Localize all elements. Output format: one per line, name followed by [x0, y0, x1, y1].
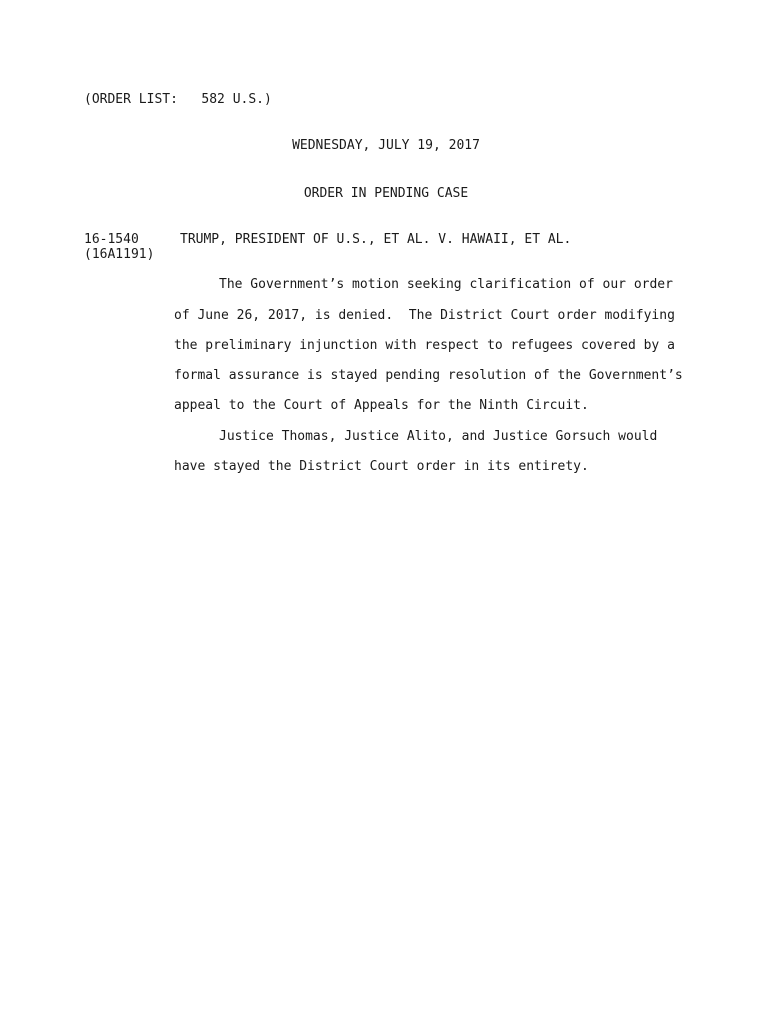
- order-paragraph-1-line: of June 26, 2017, is denied. The District Court order modifying: [174, 308, 675, 323]
- docket-number: 16-1540: [84, 232, 139, 247]
- order-list-header: (ORDER LIST: 582 U.S.): [84, 92, 272, 107]
- order-paragraph-1-line: The Government’s motion seeking clarification of our order: [219, 277, 673, 292]
- order-date-heading: WEDNESDAY, JULY 19, 2017: [292, 138, 480, 153]
- case-caption: TRUMP, PRESIDENT OF U.S., ET AL. V. HAWAII, ET AL.: [180, 232, 572, 247]
- order-paragraph-1-line: appeal to the Court of Appeals for the Ninth Circuit.: [174, 398, 589, 413]
- order-paragraph-2-line: Justice Thomas, Justice Alito, and Justice Gorsuch would: [219, 429, 658, 444]
- order-paragraph-1-line: the preliminary injunction with respect to refugees covered by a: [174, 338, 675, 353]
- section-title: ORDER IN PENDING CASE: [303, 186, 469, 201]
- application-number: (16A1191): [84, 247, 155, 262]
- order-paragraph-2-line: have stayed the District Court order in its entirety.: [174, 459, 589, 474]
- order-paragraph-1-line: formal assurance is stayed pending resolution of the Government’s: [174, 368, 683, 383]
